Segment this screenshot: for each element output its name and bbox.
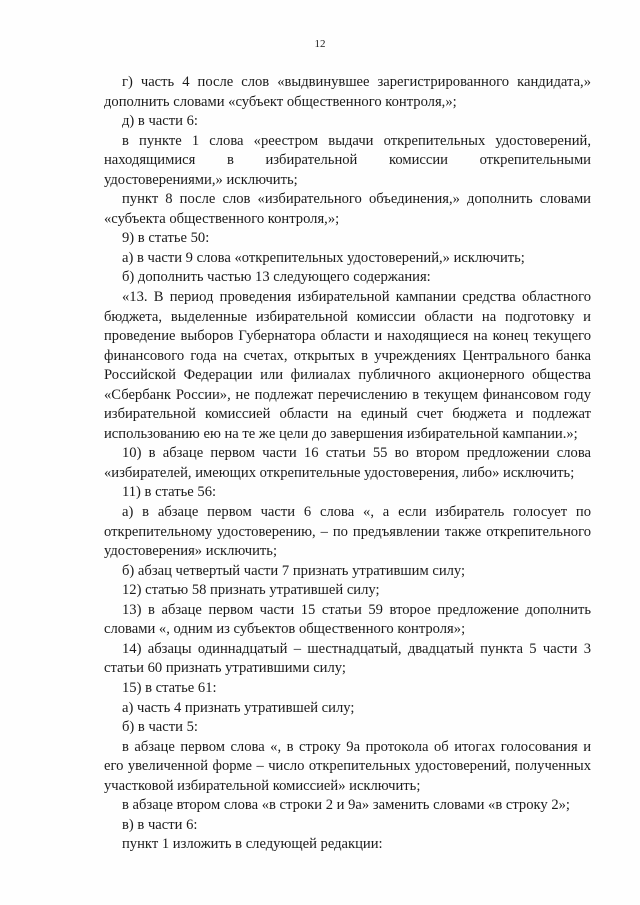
paragraph-item-13-article-59: 13) в абзаце первом части 15 статьи 59 второе предложение дополнить словами «, одним из субъектов общественного контроля»; xyxy=(104,601,591,638)
paragraph-a-part-4: а) часть 4 признать утратившей силу; xyxy=(122,699,355,716)
paragraph-item-14-article-60: 14) абзацы одиннадцатый – шестнадцатый, двадцатый пункта 5 части 3 статьи 60 признать утратившими силу; xyxy=(104,640,591,677)
paragraph-a-part-9: а) в части 9 слова «открепительных удостоверений,» исключить; xyxy=(122,249,525,266)
paragraph-point-1-new-edition: пункт 1 изложить в следующей редакции: xyxy=(122,836,383,853)
paragraph-v-part-6: в) в части 6: xyxy=(122,816,198,833)
paragraph-point-1-words: в пункте 1 слова «реестром выдачи открепительных удостоверений, находящимися в избирательной комиссии открепительными удостоверениями,» исключить; xyxy=(104,132,591,188)
paragraph-a-part-6-words: а) в абзаце первом части 6 слова «, а если избиратель голосует по открепительному удостоверению, – по предъявлении также открепительного удостоверения» исключить; xyxy=(104,504,591,560)
page-number: 12 xyxy=(314,38,326,50)
paragraph-first-abzac-words: в абзаце первом слова «, в строку 9а протокола об итогах голосования и его увеличенной форме – число открепительных удостоверений, полученных участковой избирательной комиссией» исключить; xyxy=(104,738,591,794)
paragraph-item-11-article-56: 11) в статье 56: xyxy=(122,484,217,501)
paragraph-b-part-5: б) в части 5: xyxy=(122,719,198,736)
paragraph-g-part-4: г) часть 4 после слов «выдвинувшее зарегистрированного кандидата,» дополнить словами «субъект общественного контроля,»; xyxy=(104,74,591,110)
paragraph-b-part-7: б) абзац четвертый части 7 признать утратившим силу; xyxy=(122,562,466,579)
paragraph-point-8: пункт 8 после слов «избирательного объединения,» дополнить словами «субъекта общественного контроля,»; xyxy=(104,191,591,227)
document-body xyxy=(104,73,591,855)
paragraph-second-abzac-words: в абзаце втором слова «в строки 2 и 9а» заменить словами «в строку 2»; xyxy=(122,797,570,814)
paragraph-part-13-text: «13. В период проведения избирательной кампании средства областного бюджета, выделенные избирательной комиссии области на подготовку и проведение выборов Губернатора области и находящиеся на конец текущего финансового года на счетах, открытых в учреждениях Центрального банка Российской Федерации или филиалах публичного акционерного общества «Сбербанк России», не подлежат перечислению в текущем финансовом году избирательной комиссией области на единый счет бюджета и подлежат использованию ею на те же цели до завершения избирательной кампании.»; xyxy=(104,289,591,442)
paragraph-b-add-part-13: б) дополнить частью 13 следующего содержания: xyxy=(122,269,431,286)
paragraph-item-9-article-50: 9) в статье 50: xyxy=(122,230,210,247)
paragraph-d-part-6: д) в части 6: xyxy=(122,113,198,130)
paragraph-item-10-article-55: 10) в абзаце первом части 16 статьи 55 во втором предложении слова «избирателей, имеющих открепительные удостоверения, либо» исключить; xyxy=(104,445,591,481)
paragraph-item-15-article-61: 15) в статье 61: xyxy=(122,679,217,696)
paragraph-item-12-article-58: 12) статью 58 признать утратившей силу; xyxy=(122,582,380,599)
